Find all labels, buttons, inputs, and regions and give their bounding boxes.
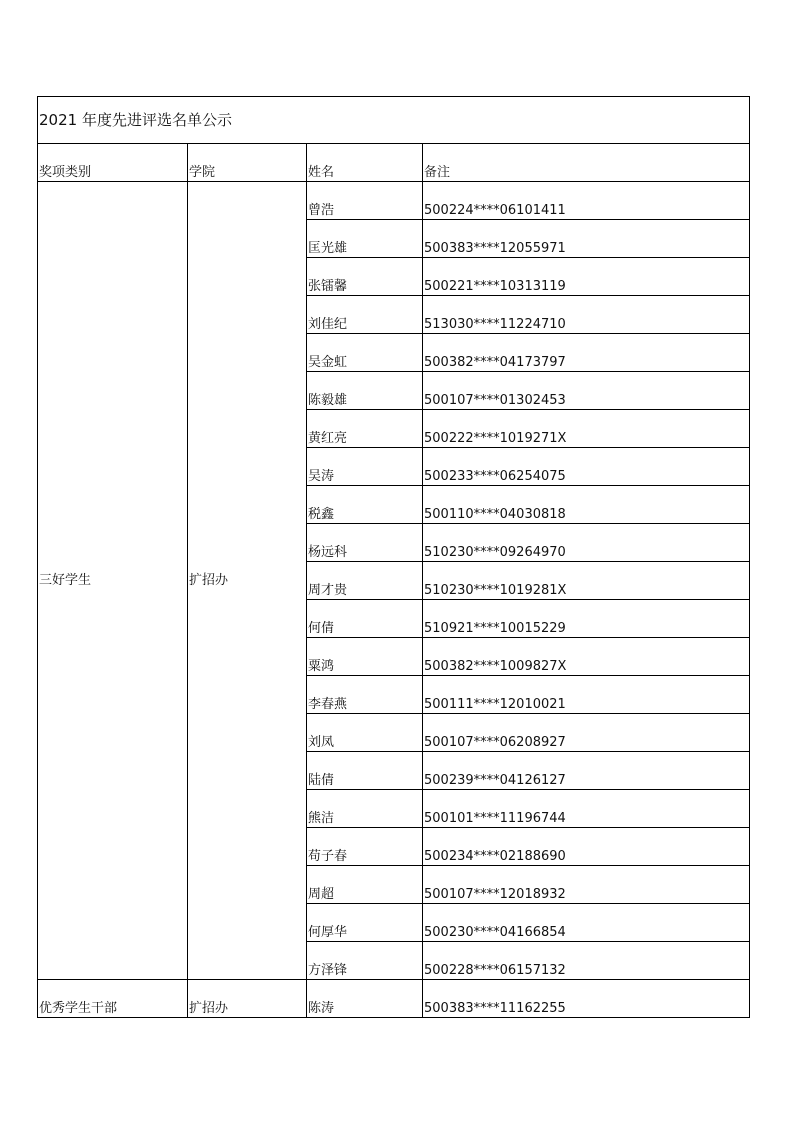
note-cell: 500230****04166854 (423, 904, 750, 942)
header-note: 备注 (423, 144, 750, 182)
note-cell: 500224****06101411 (423, 182, 750, 220)
student-name-cell: 刘凤 (307, 714, 423, 752)
note-cell: 500382****1009827X (423, 638, 750, 676)
college-cell: 扩招办 (188, 980, 307, 1018)
student-name-cell: 陈毅雄 (307, 372, 423, 410)
note-cell: 513030****11224710 (423, 296, 750, 334)
student-name-cell: 黄红亮 (307, 410, 423, 448)
header-college: 学院 (188, 144, 307, 182)
header-row (38, 144, 750, 182)
student-name-cell: 税鑫 (307, 486, 423, 524)
student-name-cell: 陆倩 (307, 752, 423, 790)
note-cell: 510230****1019281X (423, 562, 750, 600)
student-name-cell: 张镭馨 (307, 258, 423, 296)
note-cell: 500107****01302453 (423, 372, 750, 410)
note-cell: 500234****02188690 (423, 828, 750, 866)
student-name-cell: 陈涛 (307, 980, 423, 1018)
student-name-cell: 何厚华 (307, 904, 423, 942)
note-cell: 500101****11196744 (423, 790, 750, 828)
student-name-cell: 周超 (307, 866, 423, 904)
table-row (38, 182, 750, 220)
student-name-cell: 方泽锋 (307, 942, 423, 980)
table-row (38, 980, 750, 1018)
student-name-cell: 粟鸿 (307, 638, 423, 676)
award-category-cell: 优秀学生干部 (38, 980, 188, 1018)
table-title: 2021 年度先进评选名单公示 (38, 97, 750, 144)
title-row (38, 97, 750, 144)
note-cell: 500228****06157132 (423, 942, 750, 980)
note-cell: 500383****11162255 (423, 980, 750, 1018)
award-list-table (37, 96, 750, 1018)
student-name-cell: 何倩 (307, 600, 423, 638)
student-name-cell: 吴涛 (307, 448, 423, 486)
student-name-cell: 杨远科 (307, 524, 423, 562)
note-cell: 500233****06254075 (423, 448, 750, 486)
note-cell: 500111****12010021 (423, 676, 750, 714)
student-name-cell: 匡光雄 (307, 220, 423, 258)
award-category-cell: 三好学生 (38, 182, 188, 980)
note-cell: 500222****1019271X (423, 410, 750, 448)
student-name-cell: 曾浩 (307, 182, 423, 220)
student-name-cell: 苟子春 (307, 828, 423, 866)
college-cell: 扩招办 (188, 182, 307, 980)
header-name: 姓名 (307, 144, 423, 182)
note-cell: 500239****04126127 (423, 752, 750, 790)
student-name-cell: 周才贵 (307, 562, 423, 600)
student-name-cell: 刘佳纪 (307, 296, 423, 334)
note-cell: 500221****10313119 (423, 258, 750, 296)
note-cell: 500107****12018932 (423, 866, 750, 904)
note-cell: 510230****09264970 (423, 524, 750, 562)
note-cell: 500110****04030818 (423, 486, 750, 524)
student-name-cell: 吴金虹 (307, 334, 423, 372)
note-cell: 500382****04173797 (423, 334, 750, 372)
note-cell: 500107****06208927 (423, 714, 750, 752)
student-name-cell: 熊洁 (307, 790, 423, 828)
header-category: 奖项类别 (38, 144, 188, 182)
note-cell: 510921****10015229 (423, 600, 750, 638)
note-cell: 500383****12055971 (423, 220, 750, 258)
student-name-cell: 李春燕 (307, 676, 423, 714)
